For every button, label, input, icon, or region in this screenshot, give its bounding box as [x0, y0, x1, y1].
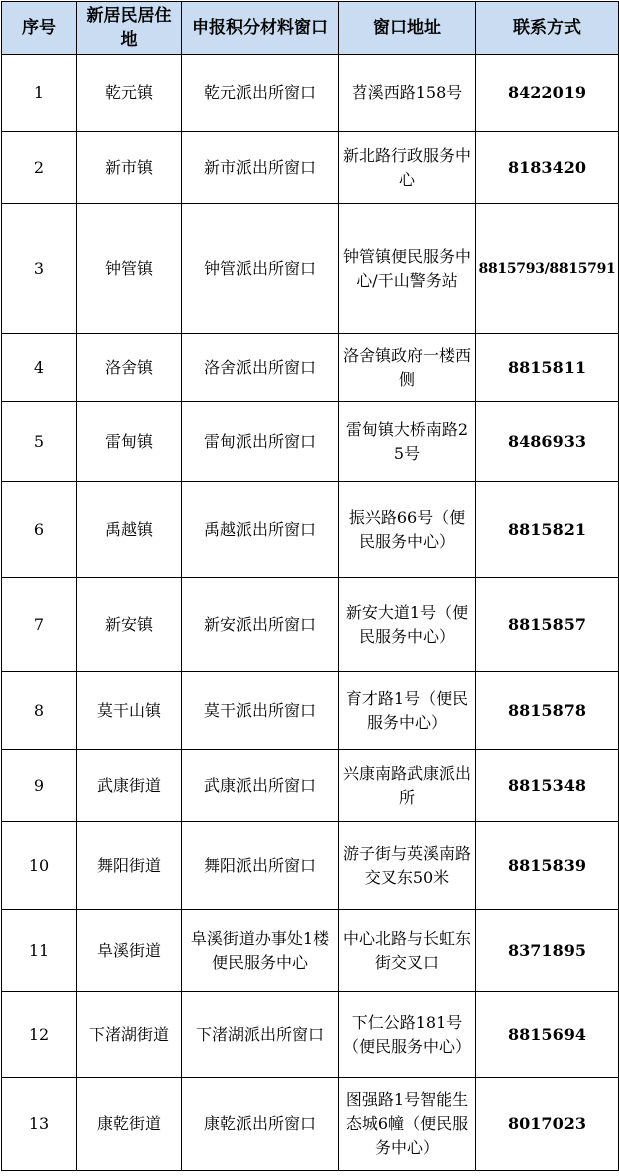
- row-phone: 8815839: [476, 822, 619, 910]
- table-row: [2, 1078, 619, 1171]
- row-phone: 8017023: [476, 1078, 619, 1171]
- row-window: 阜溪街道办事处1楼便民服务中心: [182, 910, 339, 992]
- row-place: 下渚湖街道: [77, 992, 182, 1078]
- row-window: 洛舍派出所窗口: [182, 334, 339, 402]
- row-no: 6: [2, 482, 77, 578]
- row-phone: 8371895: [476, 910, 619, 992]
- header-contact: 联系方式: [476, 2, 619, 55]
- row-phone: 8422019: [476, 55, 619, 132]
- service-window-table: [1, 1, 619, 1171]
- table-row: [2, 402, 619, 482]
- row-phone: 8815811: [476, 334, 619, 402]
- row-no: 12: [2, 992, 77, 1078]
- row-no: 5: [2, 402, 77, 482]
- row-address: 新北路行政服务中心: [339, 132, 476, 204]
- table-row: [2, 910, 619, 992]
- row-address: 兴康南路武康派出所: [339, 750, 476, 822]
- row-phone: 8815821: [476, 482, 619, 578]
- row-window: 舞阳派出所窗口: [182, 822, 339, 910]
- table-row: [2, 672, 619, 750]
- row-no: 3: [2, 204, 77, 334]
- row-no: 1: [2, 55, 77, 132]
- row-no: 4: [2, 334, 77, 402]
- row-place: 武康街道: [77, 750, 182, 822]
- row-address: 雷甸镇大桥南路25号: [339, 402, 476, 482]
- table-row: [2, 992, 619, 1078]
- row-no: 8: [2, 672, 77, 750]
- row-place: 雷甸镇: [77, 402, 182, 482]
- row-window: 武康派出所窗口: [182, 750, 339, 822]
- row-place: 洛舍镇: [77, 334, 182, 402]
- row-place: 舞阳街道: [77, 822, 182, 910]
- row-place: 新安镇: [77, 578, 182, 672]
- row-window: 康乾派出所窗口: [182, 1078, 339, 1171]
- row-phone: 8183420: [476, 132, 619, 204]
- table-row: [2, 578, 619, 672]
- row-no: 2: [2, 132, 77, 204]
- table-row: [2, 822, 619, 910]
- row-no: 7: [2, 578, 77, 672]
- row-address: 钟管镇便民服务中心/干山警务站: [339, 204, 476, 334]
- row-address: 游子街与英溪南路交叉东50米: [339, 822, 476, 910]
- row-phone: 8815694: [476, 992, 619, 1078]
- row-window: 禹越派出所窗口: [182, 482, 339, 578]
- row-phone: 8815793/8815791: [476, 204, 619, 334]
- row-place: 钟管镇: [77, 204, 182, 334]
- row-address: 下仁公路181号（便民服务中心）: [339, 992, 476, 1078]
- row-place: 阜溪街道: [77, 910, 182, 992]
- row-phone: 8815878: [476, 672, 619, 750]
- row-window: 下渚湖派出所窗口: [182, 992, 339, 1078]
- row-phone: 8815348: [476, 750, 619, 822]
- row-window: 钟管派出所窗口: [182, 204, 339, 334]
- table-row: [2, 750, 619, 822]
- table-row: [2, 204, 619, 334]
- row-address: 新安大道1号（便民服务中心）: [339, 578, 476, 672]
- row-phone: 8815857: [476, 578, 619, 672]
- row-no: 10: [2, 822, 77, 910]
- row-window: 雷甸派出所窗口: [182, 402, 339, 482]
- row-address: 振兴路66号（便民服务中心）: [339, 482, 476, 578]
- table-row: [2, 132, 619, 204]
- row-window: 新安派出所窗口: [182, 578, 339, 672]
- row-place: 禹越镇: [77, 482, 182, 578]
- row-place: 乾元镇: [77, 55, 182, 132]
- row-window: 乾元派出所窗口: [182, 55, 339, 132]
- row-no: 11: [2, 910, 77, 992]
- row-no: 9: [2, 750, 77, 822]
- row-place: 莫干山镇: [77, 672, 182, 750]
- row-address: 育才路1号（便民服务中心）: [339, 672, 476, 750]
- row-address: 中心北路与长虹东街交叉口: [339, 910, 476, 992]
- table-row: [2, 55, 619, 132]
- header-residence: 新居民居住地: [77, 2, 182, 55]
- row-place: 康乾街道: [77, 1078, 182, 1171]
- header-window: 申报积分材料窗口: [182, 2, 339, 55]
- table-row: [2, 334, 619, 402]
- row-address: 洛舍镇政府一楼西侧: [339, 334, 476, 402]
- header-no: 序号: [2, 2, 77, 55]
- header-address: 窗口地址: [339, 2, 476, 55]
- row-address: 苕溪西路158号: [339, 55, 476, 132]
- row-phone: 8486933: [476, 402, 619, 482]
- row-window: 莫干派出所窗口: [182, 672, 339, 750]
- row-address: 图强路1号智能生态城6幢（便民服务中心）: [339, 1078, 476, 1171]
- header-row: [2, 2, 619, 55]
- row-place: 新市镇: [77, 132, 182, 204]
- table-row: [2, 482, 619, 578]
- row-no: 13: [2, 1078, 77, 1171]
- row-window: 新市派出所窗口: [182, 132, 339, 204]
